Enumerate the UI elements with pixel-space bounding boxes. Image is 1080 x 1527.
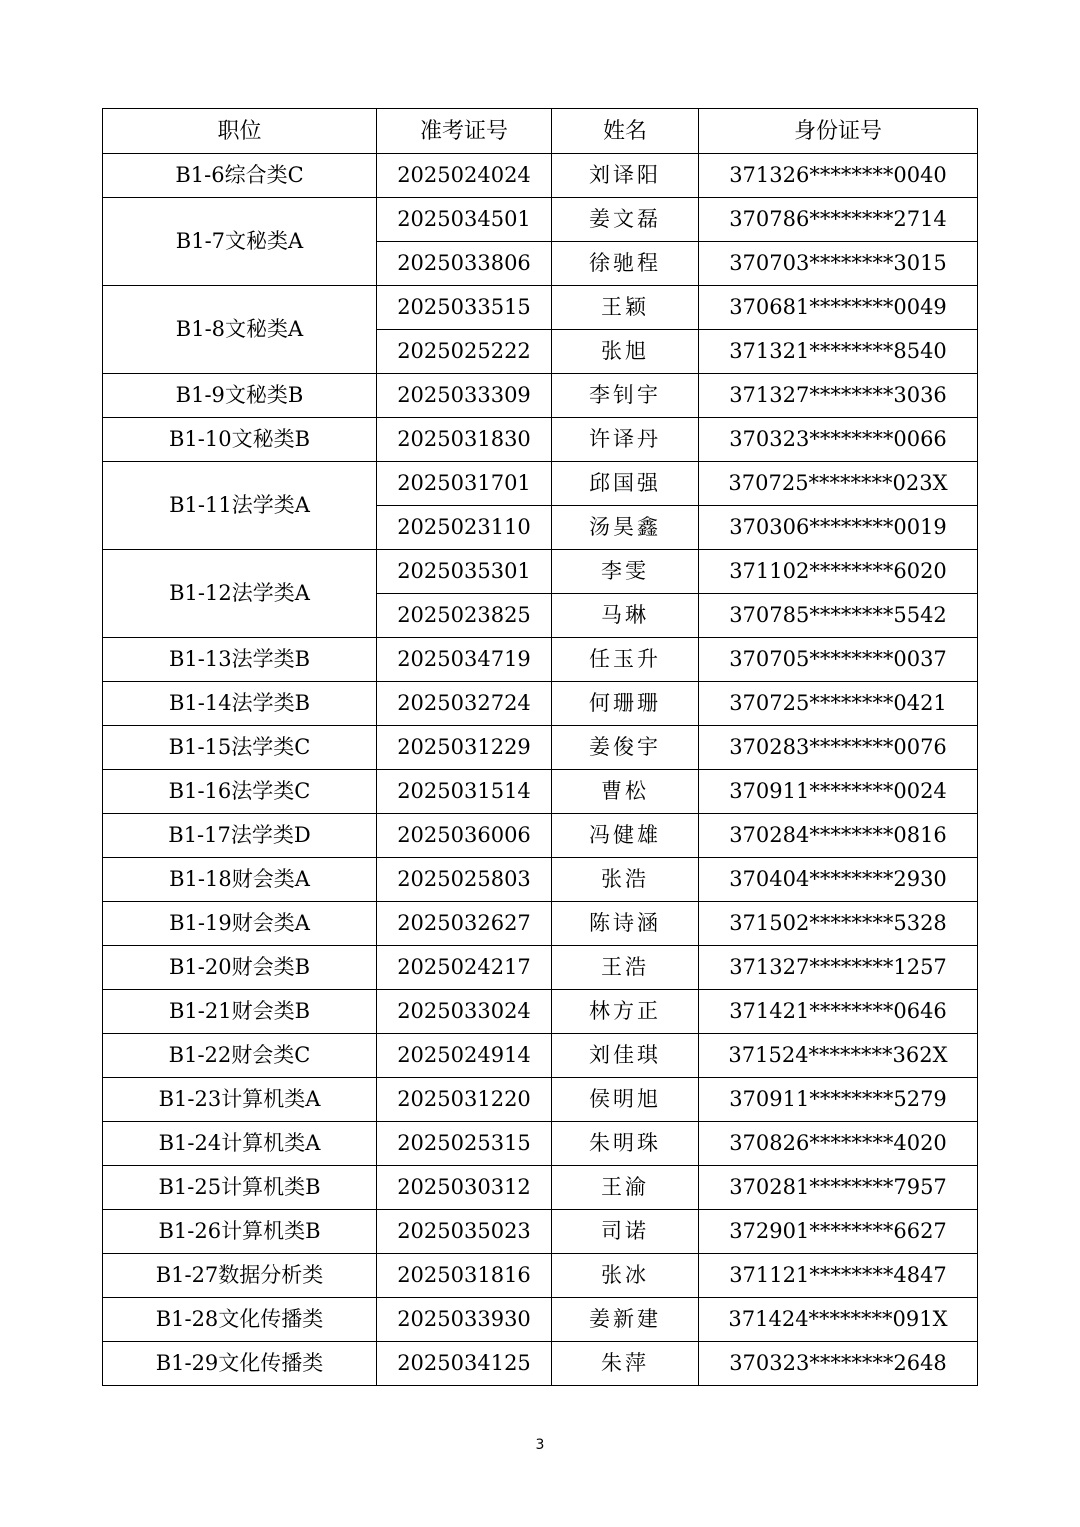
cell-name: 任玉升 bbox=[552, 638, 699, 682]
cell-name: 邱国强 bbox=[552, 462, 699, 506]
cell-position: B1-13法学类B bbox=[103, 638, 377, 682]
cell-id-number: 370681********0049 bbox=[699, 286, 978, 330]
table-row bbox=[103, 902, 978, 946]
cell-exam-id: 2025025315 bbox=[377, 1122, 552, 1166]
cell-name: 冯健雄 bbox=[552, 814, 699, 858]
cell-exam-id: 2025036006 bbox=[377, 814, 552, 858]
cell-name: 张冰 bbox=[552, 1254, 699, 1298]
cell-exam-id: 2025032724 bbox=[377, 682, 552, 726]
page-number: 3 bbox=[535, 1437, 545, 1453]
table-row bbox=[103, 682, 978, 726]
cell-exam-id: 2025023825 bbox=[377, 594, 552, 638]
cell-exam-id: 2025031514 bbox=[377, 770, 552, 814]
cell-position: B1-11法学类A bbox=[103, 462, 377, 550]
header-position: 职位 bbox=[103, 109, 377, 154]
cell-exam-id: 2025023110 bbox=[377, 506, 552, 550]
cell-exam-id: 2025033515 bbox=[377, 286, 552, 330]
cell-name: 马琳 bbox=[552, 594, 699, 638]
cell-id-number: 371121********4847 bbox=[699, 1254, 978, 1298]
cell-id-number: 372901********6627 bbox=[699, 1210, 978, 1254]
cell-exam-id: 2025032627 bbox=[377, 902, 552, 946]
cell-position: B1-27数据分析类 bbox=[103, 1254, 377, 1298]
cell-id-number: 371102********6020 bbox=[699, 550, 978, 594]
table-row bbox=[103, 990, 978, 1034]
cell-id-number: 370725********023X bbox=[699, 462, 978, 506]
cell-exam-id: 2025034501 bbox=[377, 198, 552, 242]
cell-exam-id: 2025033024 bbox=[377, 990, 552, 1034]
table-row bbox=[103, 814, 978, 858]
cell-exam-id: 2025024217 bbox=[377, 946, 552, 990]
cell-name: 李雯 bbox=[552, 550, 699, 594]
cell-exam-id: 2025035023 bbox=[377, 1210, 552, 1254]
cell-id-number: 371424********091X bbox=[699, 1298, 978, 1342]
cell-position: B1-29文化传播类 bbox=[103, 1342, 377, 1386]
cell-id-number: 371326********0040 bbox=[699, 154, 978, 198]
cell-exam-id: 2025035301 bbox=[377, 550, 552, 594]
cell-position: B1-16法学类C bbox=[103, 770, 377, 814]
cell-position: B1-25计算机类B bbox=[103, 1166, 377, 1210]
table-row bbox=[103, 1122, 978, 1166]
cell-position: B1-12法学类A bbox=[103, 550, 377, 638]
table-header-row bbox=[103, 109, 978, 154]
cell-name: 朱萍 bbox=[552, 1342, 699, 1386]
table-row bbox=[103, 638, 978, 682]
cell-name: 朱明珠 bbox=[552, 1122, 699, 1166]
cell-position: B1-26计算机类B bbox=[103, 1210, 377, 1254]
table-row bbox=[103, 858, 978, 902]
cell-name: 何珊珊 bbox=[552, 682, 699, 726]
cell-id-number: 370785********5542 bbox=[699, 594, 978, 638]
cell-exam-id: 2025034719 bbox=[377, 638, 552, 682]
cell-position: B1-15法学类C bbox=[103, 726, 377, 770]
cell-name: 林方正 bbox=[552, 990, 699, 1034]
cell-id-number: 371524********362X bbox=[699, 1034, 978, 1078]
cell-exam-id: 2025031701 bbox=[377, 462, 552, 506]
cell-name: 汤昊鑫 bbox=[552, 506, 699, 550]
table-row bbox=[103, 550, 978, 594]
cell-exam-id: 2025024914 bbox=[377, 1034, 552, 1078]
cell-exam-id: 2025031816 bbox=[377, 1254, 552, 1298]
table-row bbox=[103, 770, 978, 814]
cell-name: 许译丹 bbox=[552, 418, 699, 462]
cell-name: 姜文磊 bbox=[552, 198, 699, 242]
table-row bbox=[103, 726, 978, 770]
cell-name: 陈诗涵 bbox=[552, 902, 699, 946]
header-id-number: 身份证号 bbox=[699, 109, 978, 154]
cell-position: B1-6综合类C bbox=[103, 154, 377, 198]
cell-id-number: 370284********0816 bbox=[699, 814, 978, 858]
cell-id-number: 371321********8540 bbox=[699, 330, 978, 374]
cell-name: 张浩 bbox=[552, 858, 699, 902]
cell-exam-id: 2025033930 bbox=[377, 1298, 552, 1342]
table-body bbox=[103, 154, 978, 1386]
cell-id-number: 371327********3036 bbox=[699, 374, 978, 418]
table-row bbox=[103, 1298, 978, 1342]
cell-position: B1-10文秘类B bbox=[103, 418, 377, 462]
cell-position: B1-19财会类A bbox=[103, 902, 377, 946]
cell-exam-id: 2025031830 bbox=[377, 418, 552, 462]
cell-name: 姜新建 bbox=[552, 1298, 699, 1342]
cell-exam-id: 2025024024 bbox=[377, 154, 552, 198]
cell-position: B1-8文秘类A bbox=[103, 286, 377, 374]
cell-exam-id: 2025033309 bbox=[377, 374, 552, 418]
cell-name: 徐驰程 bbox=[552, 242, 699, 286]
table-row bbox=[103, 1342, 978, 1386]
cell-id-number: 370281********7957 bbox=[699, 1166, 978, 1210]
cell-id-number: 371327********1257 bbox=[699, 946, 978, 990]
table-row bbox=[103, 946, 978, 990]
cell-id-number: 370826********4020 bbox=[699, 1122, 978, 1166]
header-name: 姓名 bbox=[552, 109, 699, 154]
cell-position: B1-18财会类A bbox=[103, 858, 377, 902]
cell-id-number: 370323********0066 bbox=[699, 418, 978, 462]
cell-id-number: 370725********0421 bbox=[699, 682, 978, 726]
cell-id-number: 370404********2930 bbox=[699, 858, 978, 902]
table-row bbox=[103, 1034, 978, 1078]
table-row bbox=[103, 374, 978, 418]
cell-name: 姜俊宇 bbox=[552, 726, 699, 770]
cell-position: B1-17法学类D bbox=[103, 814, 377, 858]
table-row bbox=[103, 418, 978, 462]
cell-name: 王渝 bbox=[552, 1166, 699, 1210]
cell-name: 王浩 bbox=[552, 946, 699, 990]
cell-position: B1-7文秘类A bbox=[103, 198, 377, 286]
cell-position: B1-20财会类B bbox=[103, 946, 377, 990]
cell-id-number: 370786********2714 bbox=[699, 198, 978, 242]
cell-id-number: 370705********0037 bbox=[699, 638, 978, 682]
table-row bbox=[103, 1210, 978, 1254]
cell-exam-id: 2025030312 bbox=[377, 1166, 552, 1210]
cell-id-number: 370323********2648 bbox=[699, 1342, 978, 1386]
header-exam-id: 准考证号 bbox=[377, 109, 552, 154]
cell-exam-id: 2025031229 bbox=[377, 726, 552, 770]
cell-name: 刘译阳 bbox=[552, 154, 699, 198]
cell-position: B1-9文秘类B bbox=[103, 374, 377, 418]
cell-name: 王颖 bbox=[552, 286, 699, 330]
table-row bbox=[103, 1078, 978, 1122]
cell-position: B1-14法学类B bbox=[103, 682, 377, 726]
table-row bbox=[103, 198, 978, 242]
table-row bbox=[103, 154, 978, 198]
cell-position: B1-28文化传播类 bbox=[103, 1298, 377, 1342]
cell-position: B1-23计算机类A bbox=[103, 1078, 377, 1122]
cell-exam-id: 2025031220 bbox=[377, 1078, 552, 1122]
cell-exam-id: 2025034125 bbox=[377, 1342, 552, 1386]
cell-id-number: 370911********5279 bbox=[699, 1078, 978, 1122]
table-row bbox=[103, 462, 978, 506]
table-row bbox=[103, 1254, 978, 1298]
candidate-table bbox=[102, 108, 978, 1386]
cell-id-number: 370703********3015 bbox=[699, 242, 978, 286]
cell-id-number: 371421********0646 bbox=[699, 990, 978, 1034]
cell-id-number: 370911********0024 bbox=[699, 770, 978, 814]
cell-id-number: 370283********0076 bbox=[699, 726, 978, 770]
cell-position: B1-24计算机类A bbox=[103, 1122, 377, 1166]
table-row bbox=[103, 1166, 978, 1210]
cell-id-number: 371502********5328 bbox=[699, 902, 978, 946]
cell-exam-id: 2025025222 bbox=[377, 330, 552, 374]
cell-name: 张旭 bbox=[552, 330, 699, 374]
cell-name: 李钊宇 bbox=[552, 374, 699, 418]
cell-id-number: 370306********0019 bbox=[699, 506, 978, 550]
cell-name: 曹松 bbox=[552, 770, 699, 814]
cell-name: 侯明旭 bbox=[552, 1078, 699, 1122]
table-row bbox=[103, 286, 978, 330]
cell-exam-id: 2025033806 bbox=[377, 242, 552, 286]
cell-name: 司诺 bbox=[552, 1210, 699, 1254]
cell-position: B1-21财会类B bbox=[103, 990, 377, 1034]
cell-name: 刘佳琪 bbox=[552, 1034, 699, 1078]
cell-position: B1-22财会类C bbox=[103, 1034, 377, 1078]
cell-exam-id: 2025025803 bbox=[377, 858, 552, 902]
